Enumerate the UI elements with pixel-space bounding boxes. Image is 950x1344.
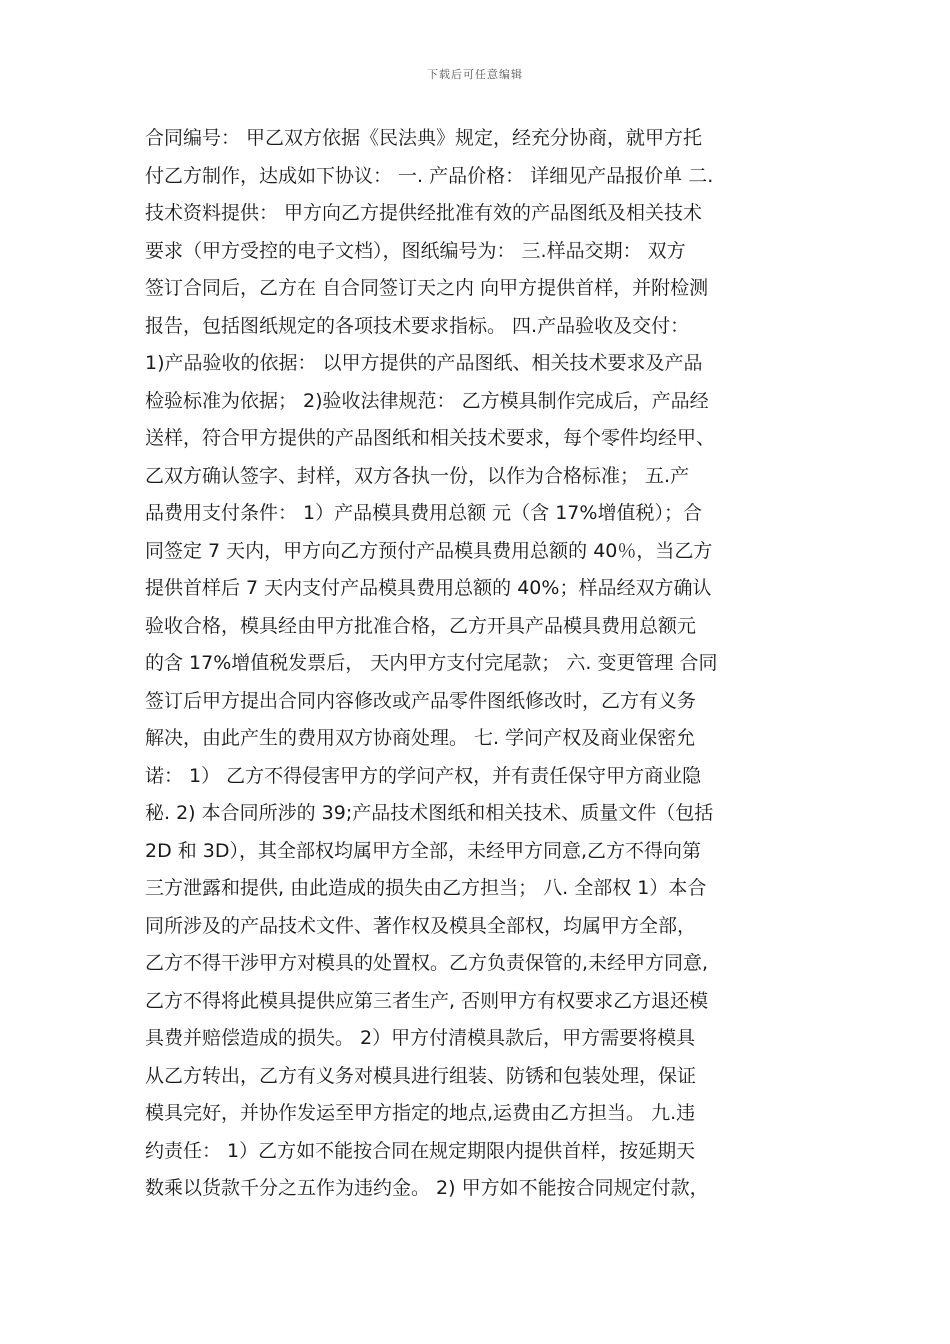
text-line: 送样，符合甲方提供的产品图纸和相关技术要求，每个零件均经甲、	[145, 427, 716, 449]
text-line: 约责任： 1）乙方如不能按合同在规定期限内提供首样，按延期天	[145, 1139, 696, 1162]
text-line: 报告，包括图纸规定的各项技术要求指标。 四.产品验收及交付：	[145, 314, 690, 337]
text-line: 要求（甲方受控的电子文档），图纸编号为： 三.样品交期： 双方	[145, 239, 686, 262]
text-line: 检验标准为依据； 2)验收法律规范： 乙方模具制作完成后，产品经	[145, 389, 709, 412]
contract-body	[145, 120, 810, 1208]
text-line: 乙方不得干涉甲方对模具的处置权。乙方负责保管的,未经甲方同意,	[145, 952, 709, 974]
text-line: 签订合同后，乙方在 自合同签订天之内 向甲方提供首样，并附检测	[145, 277, 709, 299]
text-line: 技术资料提供： 甲方向乙方提供经批准有效的产品图纸及相关技术	[145, 202, 703, 224]
text-line: 乙双方确认签字、封样，双方各执一份，以作为合格标准； 五.产	[145, 464, 690, 487]
text-line: 签订后甲方提出合同内容修改或产品零件图纸修改时，乙方有义务	[145, 689, 697, 712]
text-line: 诺： 1） 乙方不得侵害甲方的学问产权，并有责任保守甲方商业隐	[145, 764, 702, 787]
text-line: 付乙方制作，达成如下协议： 一. 产品价格： 详细见产品报价单 二.	[145, 164, 714, 187]
text-line: 2D 和 3D），其全部权均属甲方全部，未经甲方同意,乙方不得向第	[145, 839, 702, 862]
text-line: 数乘以货款千分之五作为违约金。 2) 甲方如不能按合同规定付款，	[145, 1177, 709, 1199]
text-line: 具费并赔偿造成的损失。 2）甲方付清模具款后，甲方需要将模具	[145, 1027, 696, 1049]
text-line: 品费用支付条件： 1）产品模具费用总额 元（含 17%增值税）；合	[145, 502, 702, 524]
text-line: 同所涉及的产品技术文件、著作权及模具全部权，均属甲方全部，	[145, 914, 697, 937]
text-line: 1)产品验收的依据： 以甲方提供的产品图纸、相关技术要求及产品	[145, 352, 703, 374]
text-line: 三方泄露和提供, 由此造成的损失由乙方担当； 八. 全部权 1）本合	[145, 877, 707, 899]
text-line: 的含 17%增值税发票后， 天内甲方支付完尾款； 六. 变更管理 合同	[145, 652, 718, 674]
text-line: 同签定 7 天内，甲方向乙方预付产品模具费用总额的 40％，当乙方	[145, 539, 713, 562]
text-line: 秘. 2) 本合同所涉的 39;产品技术图纸和相关技术、质量文件（包括	[145, 802, 714, 824]
text-line: 乙方不得将此模具提供应第三者生产, 否则甲方有权要求乙方退还模	[145, 989, 709, 1012]
text-line: 合同编号： 甲乙双方依据《民法典》规定，经充分协商，就甲方托	[145, 127, 703, 149]
text-line: 模具完好，并协作发运至甲方指定的地点,运费由乙方担当。 九.违	[145, 1102, 696, 1124]
page-header: 下载后可任意编辑	[427, 68, 523, 81]
text-line: 验收合格，模具经由甲方批准合格，乙方开具产品模具费用总额元	[145, 614, 697, 637]
text-line: 从乙方转出，乙方有义务对模具进行组装、防锈和包装处理，保证	[145, 1064, 697, 1087]
text-line: 提供首样后 7 天内支付产品模具费用总额的 40%；样品经双方确认	[145, 577, 712, 599]
text-line: 解决，由此产生的费用双方协商处理。 七. 学问产权及商业保密允	[145, 727, 696, 749]
